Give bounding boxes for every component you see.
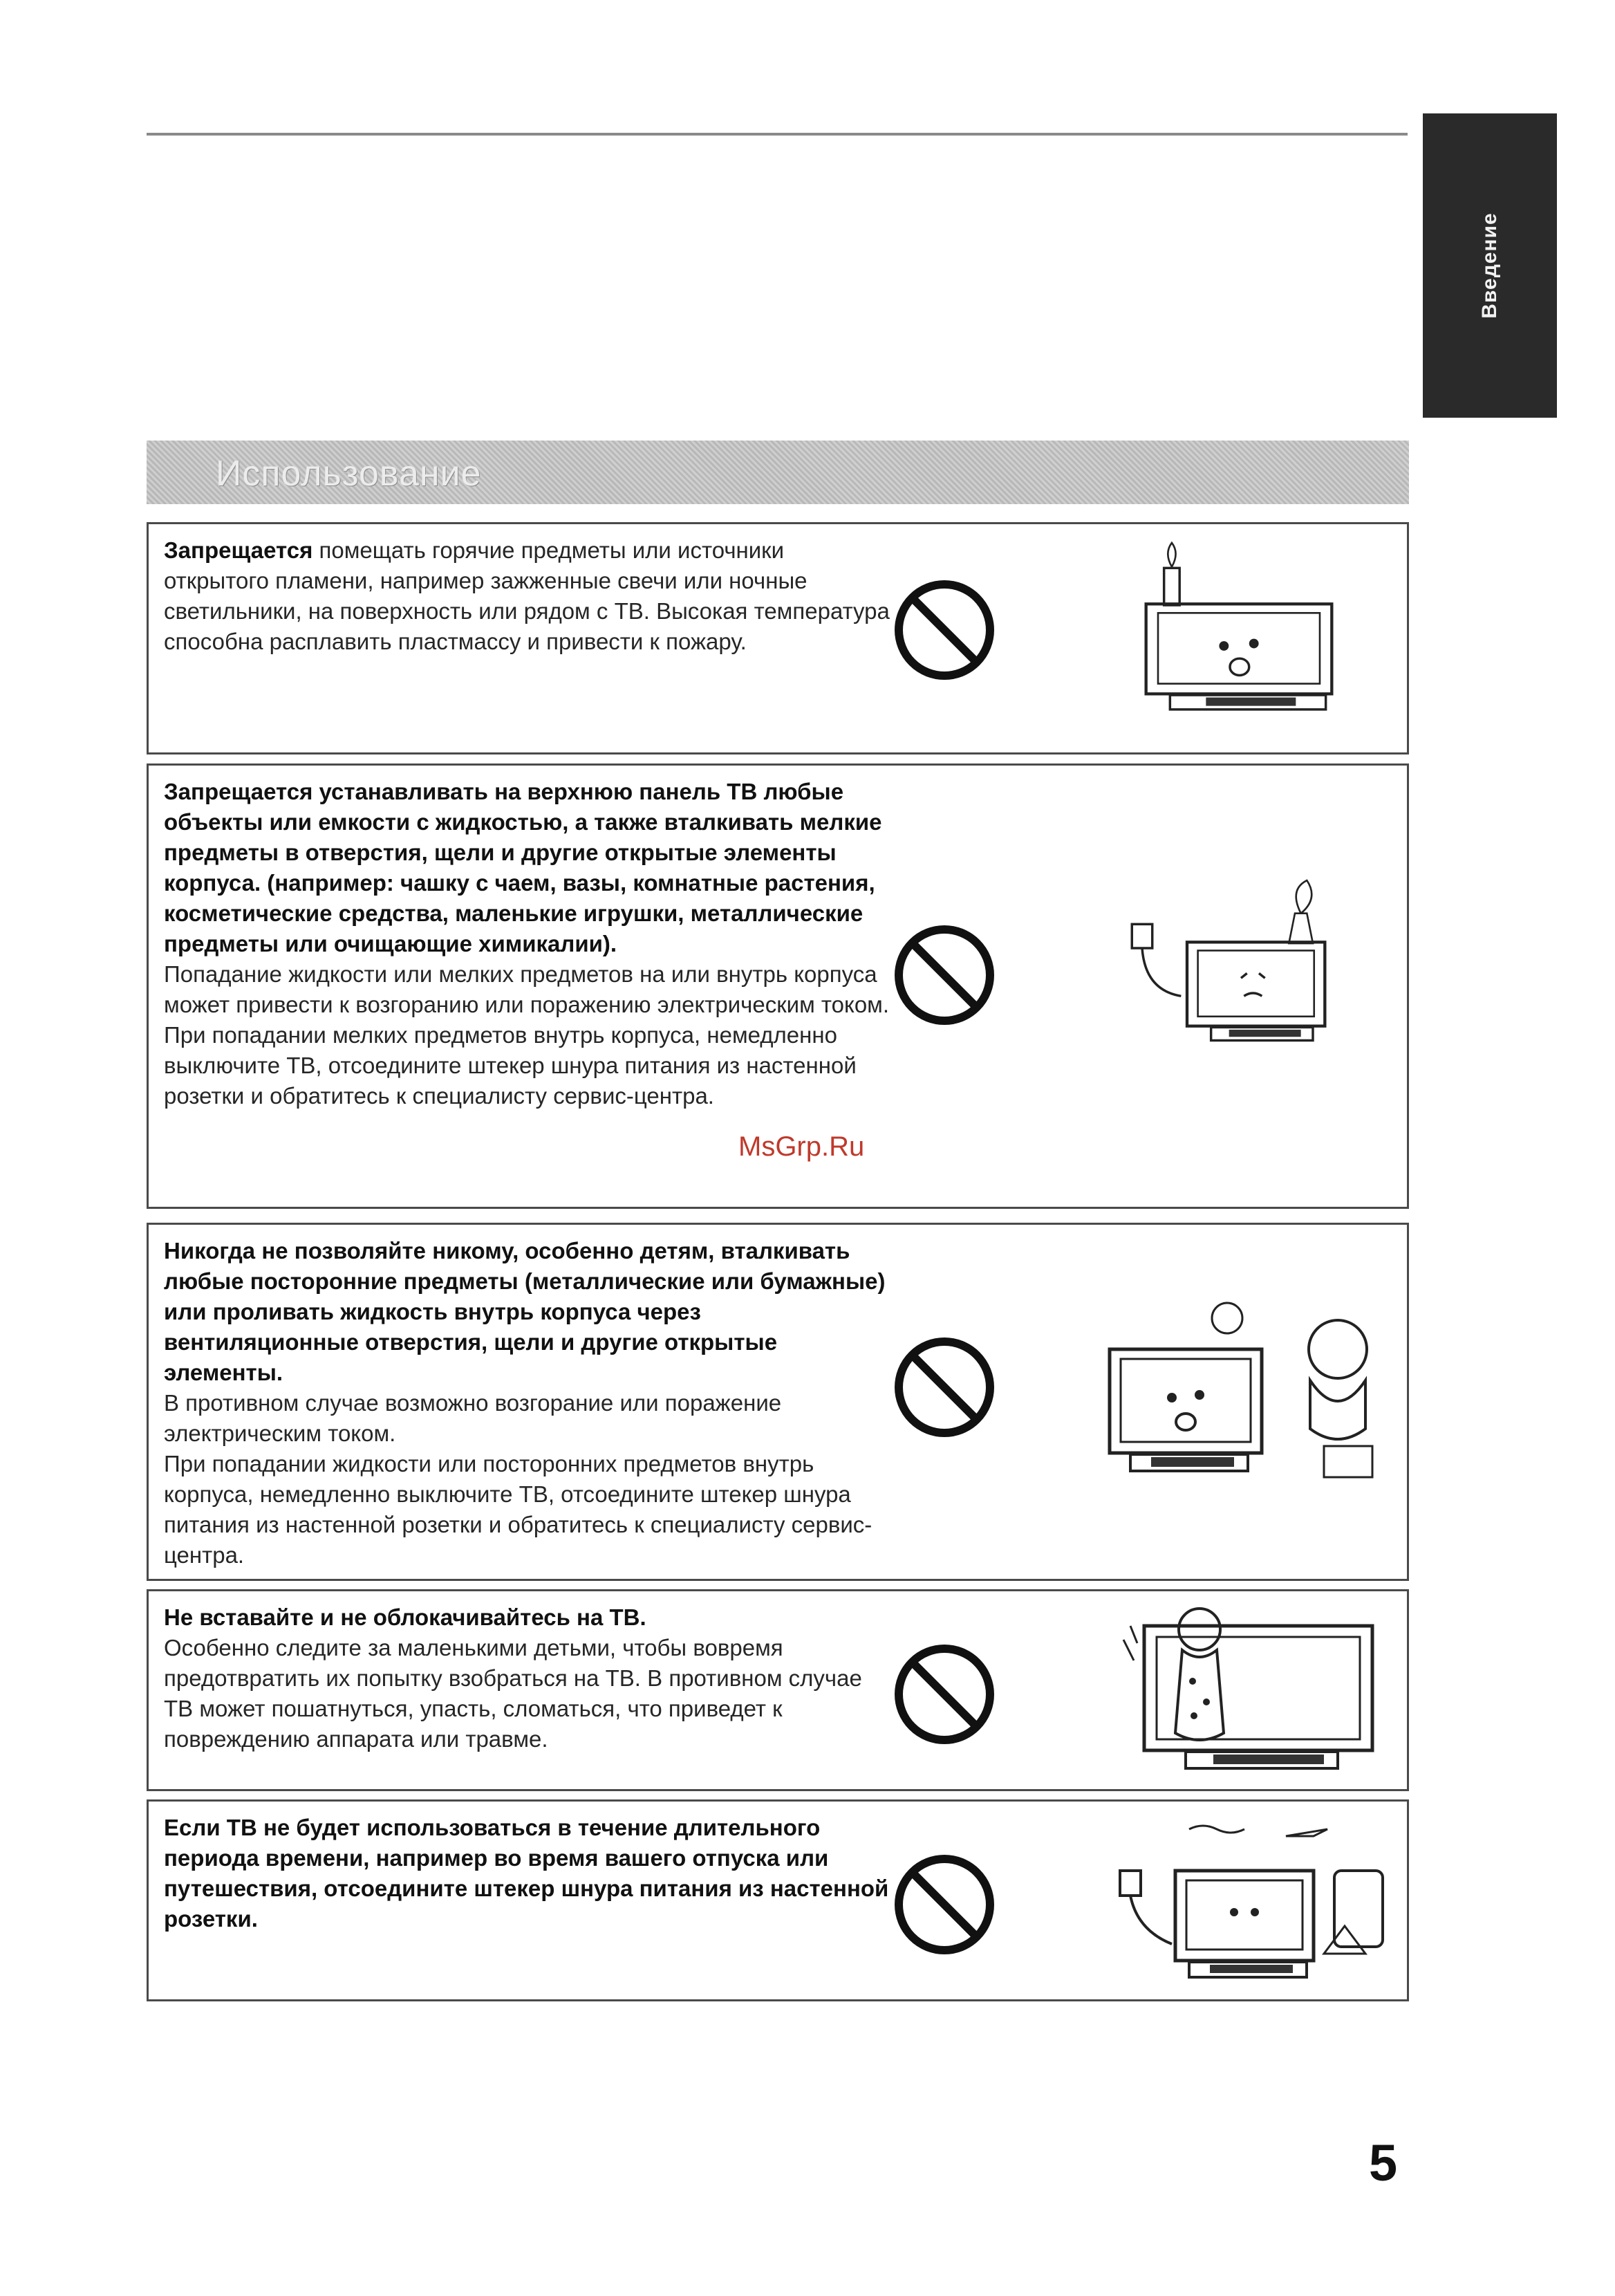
warning-bold-text: Никогда не позволяйте никому, особенно детям, вталкивать любые посторонние предметы (металлические или бумажные) или проливать жидкость внутрь корпуса через вентиляционные отверстия, щели и другие открытые элементы. — [164, 1238, 886, 1385]
warning-bold-text: Запрещается — [164, 537, 313, 563]
side-tab-label: Введение — [1478, 212, 1501, 319]
warning-body-text: помещать горячие предметы или источники открытого пламени, например зажженные свечи или ночные светильники, на поверхность или рядом с ТВ. Высокая температура способна расплавить пластмассу и привести к пожару. — [164, 537, 890, 654]
warning-body-text: Попадание жидкости или мелких предметов на или внутрь корпуса может привести к возгоранию или поражению электрическим током. При попадании мелких предметов внутрь корпуса, немедленно выключите ТВ, отсоедините штекер шнура питания из настенной розетки и обратитесь к специалисту сервис-центра. — [164, 961, 890, 1109]
child-climbing-tv-illustration — [1117, 1598, 1407, 1785]
header-rule — [147, 133, 1408, 136]
warning-bold-text: Если ТВ не будет использоваться в течение длительного периода времени, например во время вашего отпуска или путешествия, отсоедините штекер шнура питания из настенной розетки. — [164, 1815, 889, 1932]
warning-text — [164, 535, 893, 657]
warning-body-text: В противном случае возможно возгорание или поражение электрическим током. — [164, 1390, 782, 1446]
tv-with-candle-illustration — [1117, 538, 1379, 718]
warning-bold-text: Запрещается устанавливать на верхнюю панель ТВ любые объекты или емкости с жидкостью, а также вталкивать мелкие предметы в отверстия, щели и другие открытые элементы корпуса. (например: чашку с чаем, вазы, комнатные растения, косметические средства, маленькие игрушки, металлические предметы или очищающие химикалии). — [164, 779, 882, 956]
prohibited-icon — [893, 1335, 996, 1439]
section-header-bar — [147, 441, 1409, 504]
child-inserting-objects-illustration — [1103, 1294, 1407, 1501]
warning-box-children-objects — [147, 1223, 1409, 1581]
warning-text — [164, 777, 893, 1111]
warning-text — [164, 1236, 893, 1571]
warning-box-climbing — [147, 1589, 1409, 1791]
section-side-tab — [1423, 113, 1557, 418]
page-number: 5 — [1369, 2134, 1398, 2192]
warning-body-text: При попадании жидкости или посторонних предметов внутрь корпуса, немедленно выключите ТВ, отсоедините штекер шнура питания из настенной розетки и обратитесь к специалисту сервис-центра. — [164, 1451, 872, 1568]
warning-bold-text: Не вставайте и не облокачивайтесь на ТВ. — [164, 1604, 646, 1630]
warning-text — [164, 1602, 893, 1755]
section-title: Использование — [216, 454, 482, 494]
tv-with-vase-illustration — [1110, 876, 1372, 1056]
watermark: MsGrp.Ru — [738, 1131, 865, 1162]
prohibited-icon — [893, 923, 996, 1027]
warning-box-hot-objects — [147, 522, 1409, 754]
warning-box-unplug-long-term — [147, 1799, 1409, 2001]
prohibited-icon — [893, 1853, 996, 1956]
prohibited-icon — [893, 578, 996, 682]
tv-unplugged-travel-illustration — [1113, 1808, 1410, 1995]
warning-body-text: Особенно следите за маленькими детьми, чтобы вовремя предотвратить их попытку взобраться на ТВ. В противном случае ТВ может пошатнуться, упасть, сломаться, что приведет к повреждению аппарата или травме. — [164, 1635, 862, 1752]
warning-text — [164, 1813, 893, 1934]
prohibited-icon — [893, 1642, 996, 1746]
